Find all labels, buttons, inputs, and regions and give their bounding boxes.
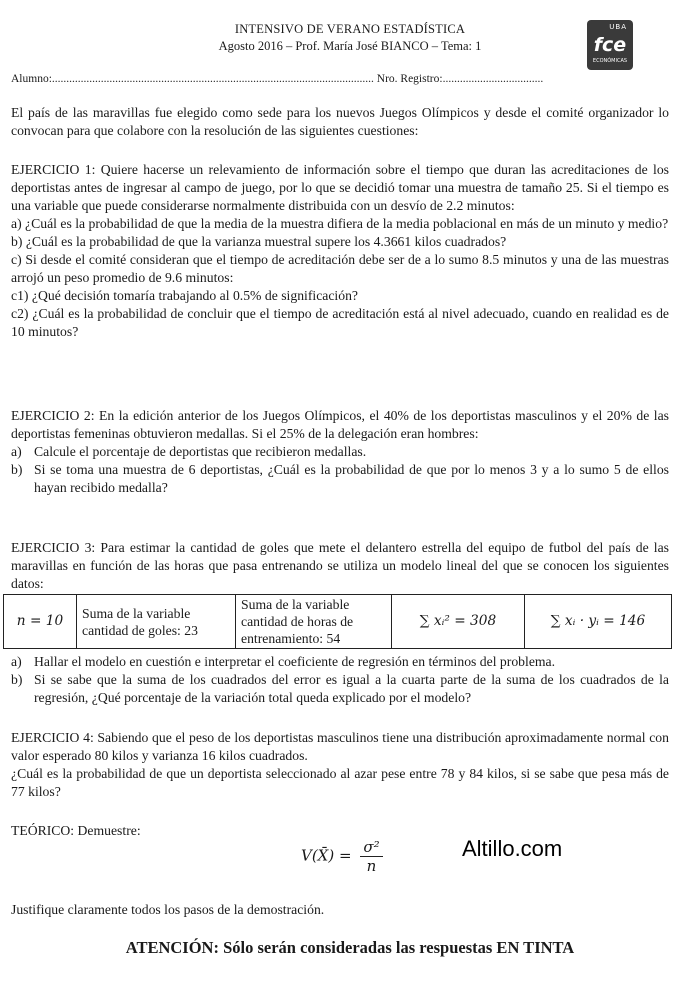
ej1-item-c1: c1) ¿Qué decisión tomaría trabajando al 0.5% de significación? [11,288,358,303]
ej3-item-b-text: Si se sabe que la suma de los cuadrados del error es igual a la cuarta parte de la suma de los cuadrados de la regresión, ¿Qué porcentaje de la variación total queda explicado por el modelo? [34,672,669,705]
ej1-statement: EJERCICIO 1: Quiere hacerse un relevamiento de información sobre el tiempo que duran las acreditaciones de los deportistas antes de ingresar al campo de juego, por lo que se decidió tomar una muestra de tamaño 25. Si el tiempo es una variable que puede considerarse normalmente distribuida con un desvío de 2.2 minutos: [11,162,669,213]
ej2-item-a-label: a) [11,444,22,459]
variance-formula [301,838,383,875]
ej3-item-b [11,671,669,707]
table-cell-sum-x2: ∑ xᵢ² = 308 [392,595,525,649]
atencion-notice: ATENCIÓN: Sólo serán consideradas las respuestas EN TINTA [125,938,575,957]
ej2-item-b-text: Si se toma una muestra de 6 deportistas, ¿Cuál es la probabilidad de que por lo menos 3 y a lo sumo 5 de ellos hayan recibido medalla? [34,462,669,495]
table-row [4,595,672,649]
ej2-item-a-text: Calcule el porcentaje de deportistas que recibieron medallas. [34,444,367,459]
formula-lhs: V(X̄) = [301,846,352,865]
ej3-data-table [3,594,672,649]
logo-text: fce [593,34,627,56]
ej2-item-b-label: b) [11,462,23,477]
altillo-watermark: Altillo.com [462,836,563,861]
exam-title: INTENSIVO DE VERANO ESTADÍSTICA [234,22,466,36]
intro-text: El país de las maravillas fue elegido como sede para los nuevos Juegos Olímpicos y desde el comité organizador lo convocan para que colabore con la resolución de las siguientes cuestiones: [11,105,669,138]
exercise-4 [11,729,669,801]
ej3-statement: EJERCICIO 3: Para estimar la cantidad de goles que mete el delantero estrella del equipo de futbol del país de las maravillas en función de las horas que pasa entrenando se utiliza un modelo lineal del que se conocen los siguientes datos: [11,540,669,591]
exam-subtitle: Agosto 2016 – Prof. María José BIANCO – Tema: 1 [218,39,482,53]
exercise-1 [11,161,669,341]
formula-numerator: σ² [360,838,382,857]
teorico-label: TEÓRICO: Demuestre: [11,823,141,838]
ej1-item-c: c) Si desde el comité consideran que el tiempo de acreditación debe ser de a lo sumo 8.5 minutos y una de las muestras arrojó un peso promedio de 9.6 minutos: [11,252,669,285]
ej2-item-b [11,461,669,497]
table-cell-sum-horas: Suma de la variable cantidad de horas de entrenamiento: 54 [236,595,392,649]
formula-fraction [360,838,382,875]
formula-denominator: n [366,857,377,875]
ej3-item-a-text: Hallar el modelo en cuestión e interpretar el coeficiente de regresión en términos del problema. [34,654,556,669]
ej4-question: ¿Cuál es la probabilidad de que un deportista seleccionado al azar pese entre 78 y 84 kilos, si se sabe que pesa más de 77 kilos? [11,766,669,799]
ej2-statement: EJERCICIO 2: En la edición anterior de los Juegos Olímpicos, el 40% de los deportistas masculinos y el 20% de las deportistas femeninas obtuvieron medallas. Si el 25% de la delegación eran hombres: [11,408,669,441]
ej3-item-b-label: b) [11,672,23,687]
student-fields-line: Alumno:................................................................................................................ Nro. Registro:................................... [11,73,544,85]
exercise-3-items [11,653,669,707]
ej1-item-a: a) ¿Cuál es la probabilidad de que la media de la muestra difiera de la media poblacional en más de un minuto y medio? [11,216,669,231]
intro-paragraph [11,104,669,140]
ej1-item-b: b) ¿Cuál es la probabilidad de que la varianza muestral supere los 4.3661 kilos cuadrados? [11,234,507,249]
ej2-item-a [11,443,669,461]
ej1-item-c2: c2) ¿Cuál es la probabilidad de concluir que el tiempo de acreditación está al nivel adecuado, cuando en realidad es de 10 minutos? [11,306,669,339]
exercise-2 [11,407,669,497]
fce-logo [587,20,633,70]
ej3-item-a-label: a) [11,654,22,669]
table-cell-sum-goles: Suma de la variable cantidad de goles: 23 [77,595,236,649]
table-cell-n: n = 10 [4,595,77,649]
justify-note: Justifique claramente todos los pasos de la demostración. [11,902,325,917]
table-cell-sum-xy: ∑ xᵢ · yᵢ = 146 [525,595,672,649]
ej4-statement: EJERCICIO 4: Sabiendo que el peso de los deportistas masculinos tiene una distribución aproximadamente normal con valor esperado 80 kilos y varianza 16 kilos cuadrados. [11,730,669,763]
ej3-item-a [11,653,669,671]
exercise-3 [11,539,669,593]
logo-bottom-text: ECONÓMICAS [592,58,628,64]
logo-top-text: UBA [609,23,627,31]
